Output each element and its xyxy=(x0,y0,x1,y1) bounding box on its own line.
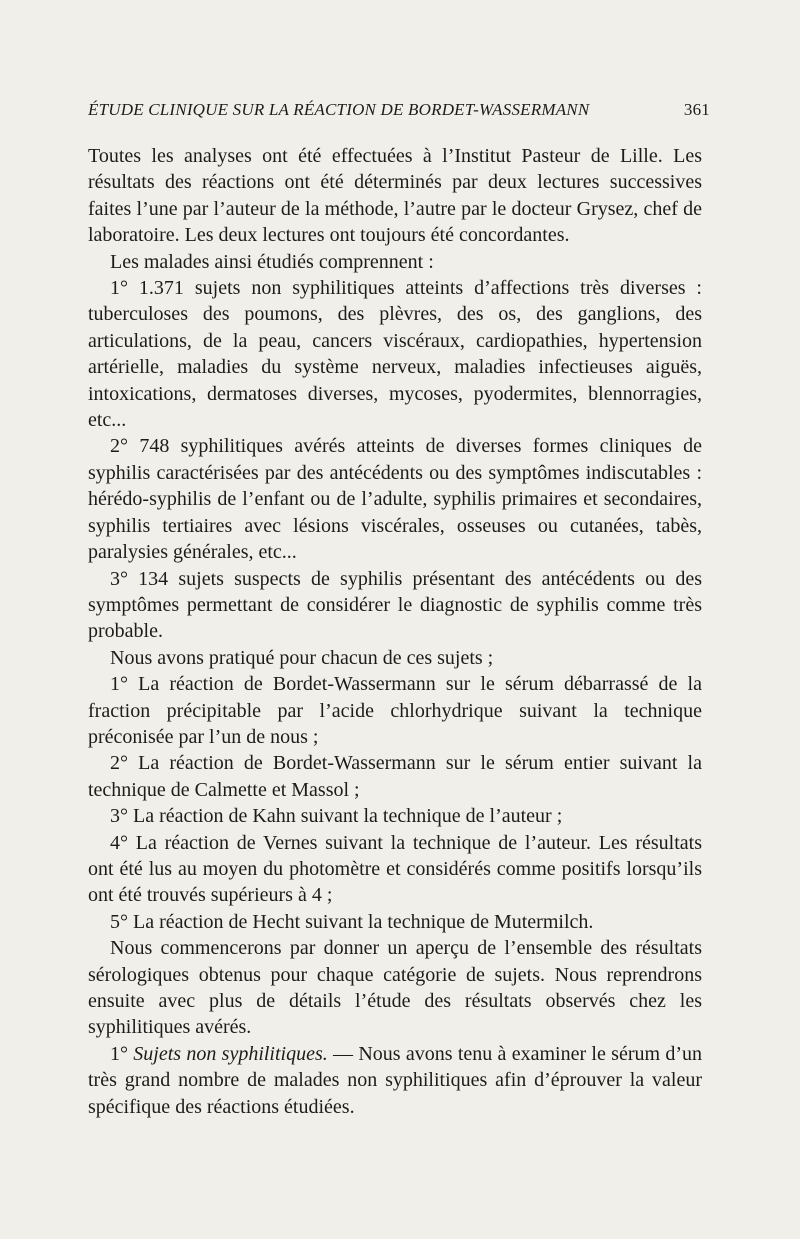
body-text xyxy=(88,143,702,1120)
paragraph: Toutes les analyses ont été effectuées à l’Institut Pasteur de Lille. Les résultats des réactions ont été déterminés par deux lectures successives faites l’une par l’auteur de la méthode, l’autre par le docteur Grysez, chef de laboratoire. Les deux lectures ont toujours été concordantes. xyxy=(88,145,702,247)
paragraph: 5° La réaction de Hecht suivant la technique de Mutermilch. xyxy=(110,910,594,933)
paragraph: 3° 134 sujets suspects de syphilis présentant des antécédents ou des symptômes permettant de considérer le diagnostic de syphilis comme très probable. xyxy=(88,567,702,643)
paragraph: Nous avons pratiqué pour chacun de ces sujets ; xyxy=(110,646,494,669)
paragraph: Nous commencerons par donner un aperçu de l’ensemble des résultats sérologiques obtenus pour chaque catégorie de sujets. Nous reprendrons ensuite avec plus de détails l’étude des résultats observés chez les syphilitiques avérés. xyxy=(88,937,702,1039)
section-heading: Sujets non syphilitiques. xyxy=(133,1042,328,1065)
paragraph: 3° La réaction de Kahn suivant la technique de l’auteur ; xyxy=(110,805,563,828)
paragraph: 2° 748 syphilitiques avérés atteints de diverses formes cliniques de syphilis caractérisées par des antécédents ou des symptômes indiscutables : hérédo-syphilis de l’enfant ou de l’adulte, syphilis primaires et secondaires, syphilis tertiaires avec lésions viscérales, osseuses ou cutanées, tabès, paralysies générales, etc... xyxy=(88,435,702,564)
paragraph: 1° La réaction de Bordet-Wassermann sur le sérum débarrassé de la fraction précipitable par l’acide chlorhydrique suivant la technique préconisée par l’un de nous ; xyxy=(88,673,702,748)
paragraph: 4° La réaction de Vernes suivant la technique de l’auteur. Les résultats ont été lus au moyen du photomètre et considérés comme positifs lorsqu’ils ont été trouvés supérieurs à 4 ; xyxy=(88,831,702,907)
paragraph-text: — Nous avons tenu à examiner le sérum d’un très grand nombre de malades non syphilitiques afin d’éprouver la valeur spécifique des réactions étudiées. xyxy=(88,1042,702,1118)
enumeration: 1° xyxy=(110,1042,134,1065)
paragraph: 2° La réaction de Bordet-Wassermann sur le sérum entier suivant la technique de Calmette et Massol ; xyxy=(88,752,702,801)
paragraph: Les malades ainsi étudiés comprennent : xyxy=(110,250,434,273)
paragraph xyxy=(88,1041,702,1120)
page-number: 361 xyxy=(683,100,710,119)
paragraph: 1° 1.371 sujets non syphilitiques atteints d’affections très diverses : tuberculoses des poumons, des plèvres, des os, des ganglions, des articulations, de la peau, cancers viscéraux, cardiopathies, hypertension artérielle, maladies du système nerveux, maladies infectieuses aiguës, intoxications, dermatoses diverses, mycoses, pyodermites, blennorragies, etc... xyxy=(88,277,702,432)
running-head-title: ÉTUDE CLINIQUE SUR LA RÉACTION DE BORDET-WASSERMANN xyxy=(88,100,590,119)
